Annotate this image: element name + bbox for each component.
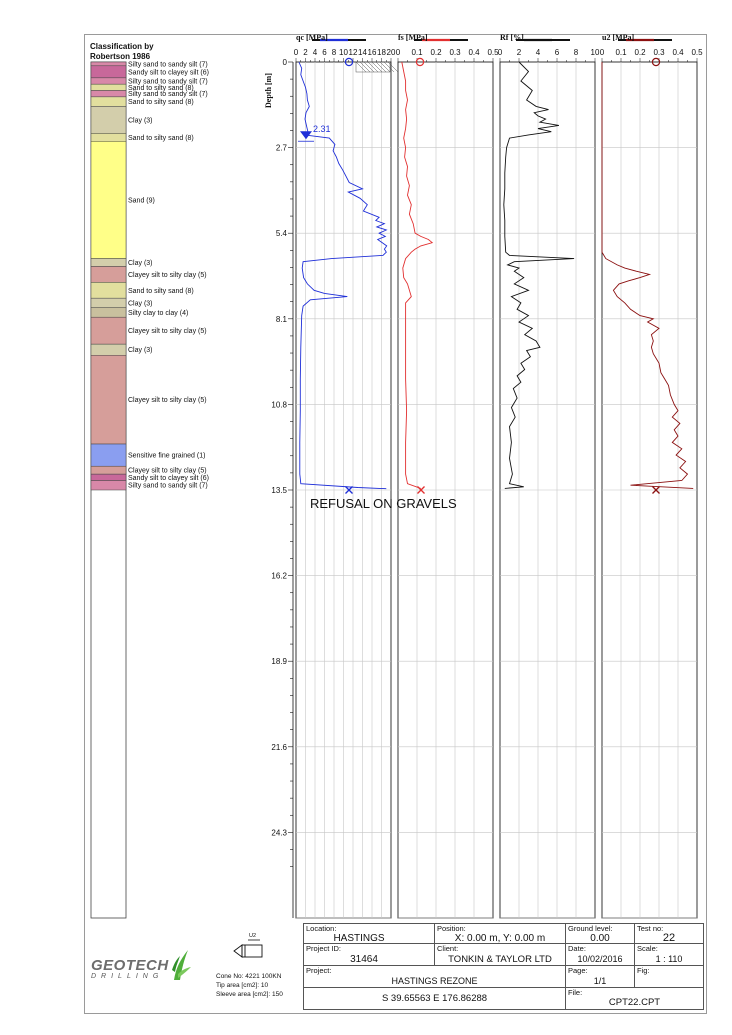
tb-testno-label: Test no:: [637, 924, 664, 933]
tb-location-label: Location:: [306, 924, 337, 933]
refusal-label: REFUSAL ON GRAVELS: [310, 496, 457, 511]
tb-coords-value: S 39.65563 E 176.86288: [381, 993, 488, 1004]
x-tick-label: 6: [554, 48, 560, 57]
soil-layer: [91, 66, 126, 78]
soil-layer: [91, 97, 126, 107]
x-tick-label: 0.1: [615, 48, 627, 57]
logo-text: GEOTECH: [91, 957, 169, 974]
tb-date-value: 10/02/2016: [577, 954, 623, 964]
tb-projectid: [304, 944, 435, 966]
logo-leaf-icon: [170, 948, 192, 982]
x-tick-label: 20: [386, 48, 396, 57]
soil-layer-label: Silty clay to clay (4): [128, 309, 189, 317]
soil-layer: [91, 298, 126, 308]
x-tick-label: 0.1: [411, 48, 423, 57]
soil-layer-label: Sand to silty sand (8): [128, 84, 194, 92]
soil-layer: [91, 474, 126, 480]
tb-page: [566, 966, 635, 988]
soil-layer-label: Silty sand to sandy silt (7): [128, 61, 208, 69]
tb-scale: [635, 944, 704, 966]
depth-tick-label: 2.7: [275, 143, 287, 153]
x-tick-label: 0.5: [691, 48, 703, 57]
soil-layer: [91, 266, 126, 282]
tb-testno-value: 22: [662, 932, 676, 944]
tip-area: Tip area [cm2]: 10: [216, 982, 269, 989]
x-tick-label: 8: [573, 48, 579, 57]
tb-client: [435, 944, 566, 966]
tb-coords: [304, 988, 566, 1010]
soil-layer: [91, 308, 126, 318]
tb-ground: [566, 924, 635, 944]
tb-position: [435, 924, 566, 944]
depth-tick-label: 10.8: [271, 400, 287, 410]
classification-title-line1: Classification by: [90, 42, 154, 51]
tb-date-label: Date:: [568, 944, 586, 953]
x-tick-label: 10: [590, 48, 600, 57]
depth-tick-label: 16.2: [271, 571, 287, 581]
x-tick-label: 10: [339, 48, 348, 57]
tb-fig: [635, 966, 704, 988]
tb-project-label: Project:: [306, 966, 332, 975]
soil-layer: [91, 480, 126, 490]
tb-ground-label: Ground level:: [568, 924, 613, 933]
soil-layer-label: Sensitive fine grained (1): [128, 452, 206, 460]
classification-title-line2: Robertson 1986: [90, 52, 151, 61]
tb-projectid-label: Project ID:: [306, 944, 342, 953]
title-block: [303, 923, 704, 1010]
sleeve-area: Sleeve area [cm2]: 150: [216, 991, 283, 998]
tb-client-value: TONKIN & TAYLOR LTD: [448, 954, 552, 965]
soil-layer-label: Clay (3): [128, 347, 153, 355]
soil-layer: [91, 91, 126, 97]
x-tick-label: 18: [377, 48, 386, 57]
tb-location: [304, 924, 435, 944]
fs-title: fs [MPa]: [398, 33, 428, 42]
logo-subtext: DRILLING: [91, 973, 164, 980]
soil-layer-label: Silty sand to sandy silt (7): [128, 78, 208, 86]
depth-tick-label: 13.5: [271, 486, 287, 495]
depth-tick-label: 8.1: [275, 314, 287, 324]
depth-tick-label: 24.3: [271, 828, 287, 838]
soil-layer-label: Silty sand to sandy silt (7): [128, 91, 208, 99]
tb-scale-value: 1 : 110: [655, 954, 683, 964]
soil-layer: [91, 282, 126, 298]
tb-projectid-value: 31464: [350, 954, 378, 965]
x-tick-label: 0: [395, 48, 401, 57]
soil-layer: [91, 106, 126, 133]
soil-layer: [91, 344, 126, 355]
soil-layer-label: Clay (3): [128, 117, 153, 125]
tb-position-label: Position:: [437, 924, 466, 933]
soil-layer-label: Sandy silt to clayey silt (6): [128, 474, 209, 482]
x-tick-label: 8: [331, 48, 337, 57]
company-logo: [91, 957, 169, 980]
depth-tick-label: 0: [282, 58, 287, 67]
depth-tick-label: 5.4: [275, 229, 287, 239]
soil-layer-label: Clay (3): [128, 300, 153, 308]
tb-date: [566, 944, 635, 966]
soil-layer: [91, 62, 126, 66]
tb-project: [304, 966, 566, 988]
soil-layer-label: Clayey silt to silty clay (5): [128, 467, 207, 475]
soil-layer-label: Clay (3): [128, 260, 153, 268]
tb-client-label: Client:: [437, 944, 459, 953]
soil-layer-label: Sand to silty sand (8): [128, 99, 194, 107]
soil-layer-label: Sandy silt to clayey silt (6): [128, 69, 209, 77]
tb-file-label: File:: [568, 988, 583, 997]
soil-layer: [91, 78, 126, 84]
depth-tick-label: 21.6: [271, 742, 287, 752]
tb-testno: [635, 924, 704, 944]
x-tick-label: 0.3: [653, 48, 665, 57]
soil-layer: [91, 84, 126, 90]
soil-layer-label: Clayey silt to silty clay (5): [128, 397, 207, 405]
u2-marker-label: U2: [249, 933, 257, 939]
soil-layer: [91, 444, 126, 466]
cone-number: Cone No: 4221 100KN: [216, 973, 282, 980]
soil-layer-label: Silty sand to sandy silt (7): [128, 482, 208, 490]
tb-file: [566, 988, 704, 1010]
tb-scale-label: Scale:: [637, 944, 658, 953]
x-tick-label: 2: [516, 48, 522, 57]
soil-layer-label: Sand to silty sand (8): [128, 134, 194, 142]
x-tick-label: 6: [322, 48, 327, 57]
x-tick-label: 0: [599, 48, 605, 57]
tb-page-value: 1/1: [593, 976, 607, 986]
qc-title: qc [MPa]: [296, 33, 328, 42]
tb-project-value: HASTINGS REZONE: [391, 976, 478, 986]
soil-layer-label: Sand (9): [128, 197, 155, 205]
tb-ground-value: 0.00: [590, 933, 610, 944]
x-tick-label: 0.4: [468, 48, 480, 57]
depth-tick-label: 18.9: [271, 657, 287, 667]
tb-location-value: HASTINGS: [333, 933, 385, 944]
x-tick-label: 16: [367, 48, 377, 57]
x-tick-label: 0.2: [634, 48, 646, 57]
soil-layer: [91, 355, 126, 444]
tb-file-value: CPT22.CPT: [608, 997, 661, 1008]
x-tick-label: 0.3: [449, 48, 461, 57]
tb-fig-label: Fig:: [637, 966, 650, 975]
x-tick-label: 0.4: [672, 48, 684, 57]
x-tick-label: 12: [348, 48, 358, 57]
tb-page-label: Page:: [568, 966, 588, 975]
x-tick-label: 2: [303, 48, 308, 57]
x-tick-label: 0.5: [487, 48, 499, 57]
water-level-label: 2.31: [313, 124, 331, 134]
soil-layer: [91, 259, 126, 267]
x-tick-label: 14: [358, 48, 367, 57]
soil-layer-label: Sand to silty sand (8): [128, 287, 194, 295]
rf-title: Rf [%]: [500, 33, 524, 42]
x-tick-label: 0: [293, 48, 299, 57]
x-tick-label: 4: [312, 48, 318, 57]
cone-info: [216, 972, 283, 999]
tb-position-value: X: 0.00 m, Y: 0.00 m: [454, 933, 546, 944]
x-tick-label: 4: [535, 48, 541, 57]
soil-layer: [91, 317, 126, 344]
u2-title: u2 [MPa]: [602, 33, 635, 42]
x-tick-label: 0.2: [430, 48, 442, 57]
soil-layer-label: Clayey silt to silty clay (5): [128, 271, 207, 279]
soil-layer: [91, 141, 126, 258]
soil-layer-label: Clayey silt to silty clay (5): [128, 328, 207, 336]
soil-layer: [91, 466, 126, 474]
soil-layer: [91, 133, 126, 141]
x-tick-label: 0: [497, 48, 503, 57]
depth-axis-label: Depth [m]: [264, 73, 273, 108]
